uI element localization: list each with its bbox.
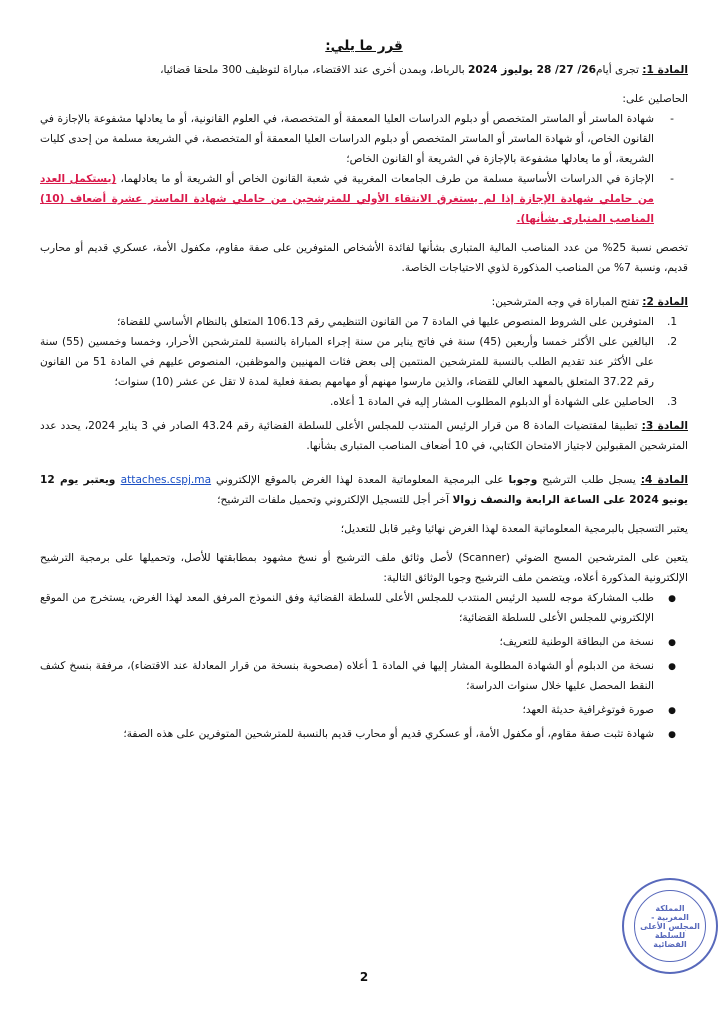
article-1-heading: [40, 60, 688, 80]
qualification-red-note: (يستكمل العدد من حاملي شهادة الإجازة إذا لم يستغرق الانتقاء الأولي للمترشحين من حاملي شهادة الماستر عشرة أضعاف (10) المناصب المتبارى بشأنها).: [40, 173, 654, 225]
qualification-text: الإجازة في الدراسات الأساسية مسلمة من طرف الجامعات المغربية في شعبة القانون الخاص أو الشريعة أو ما يعادلهما،: [116, 173, 654, 185]
condition-item: 2. البالغين على الأكثر خمسا وأربعين (45) سنة في فاتح يناير من سنة إجراء المباراة بالنسبة للمترشحين الأحرار، وخمسا وخمسين (55) سنة على الأكثر عند تقديم الطلب بالنسبة للمترشحين المنتمين إلى بعض فئات المهنيين والموظفين، المنصوص عليهم في المادة 51 من القانون رقم 37.22 المتعلق بالمعهد العالي للقضاء، والذين مارسوا مهنهم أو مهامهم بصفة فعلية لمدة لا تقل عن عشر (10) سنوات؛: [40, 336, 678, 388]
article-1-intro: الحاصلين على:: [622, 93, 688, 105]
page-title: قرر ما يلي:: [325, 38, 403, 54]
documents-list: [40, 588, 688, 744]
article-1-text-a: تجرى أيام: [595, 64, 643, 76]
article-2-heading: [40, 292, 688, 312]
article-2-label: المادة 2:: [642, 296, 688, 308]
condition-item: 3. الحاصلين على الشهادة أو الدبلوم المطلوب المشار إليه في المادة 1 أعلاه.: [330, 396, 678, 408]
bullet-icon: [658, 656, 686, 677]
document-item: ● صورة فوتوغرافية حديثة العهد؛: [40, 700, 688, 720]
document-item: ● طلب المشاركة موجه للسيد الرئيس المنتدب للمجلس الأعلى للسلطة القضائية وفق النموذج المرفق المعد لهذا الغرض، يستخرج من الموقع الإلكتروني للمجلس الأعلى للسلطة القضائية؛: [40, 588, 688, 628]
article-1-dates: 26/ 27/ 28 يوليوز 2024: [468, 64, 596, 76]
registration-final-note: يعتبر التسجيل بالبرمجية المعلوماتية المعدة لهذا الغرض نهائيا وغير قابل للتعديل؛: [340, 523, 688, 535]
article-3-text: تطبيقا لمقتضيات المادة 8 من قرار الرئيس المنتدب للمجلس الأعلى للسلطة القضائية رقم 43.24 الصادر في 3 يناير 2024، يحدد عدد المترشحين المقبولين لاجتياز الامتحان الكتابي، في 10 أضعاف المناصب المتبارى بشأنها.: [40, 420, 688, 452]
document-item: ● شهادة تثبت صفة مقاوم، أو مكفول الأمة، أو عسكري قديم أو محارب قديم بالنسبة للمترشحين المتوفرين على هذه الصفة؛: [40, 724, 688, 744]
qualification-item: - شهادة الماستر أو الماستر المتخصص أو دبلوم الدراسات العليا المعمقة أو المتخصصة، في العلوم القانونية، أو ما يعادلها مشفوعة بالإجازة في القانون الخاص، أو شهادة الماستر أو الماستر المتخصص أو دبلوم الدراسات العليا المعمقة أو المتخصصة، في الشريعة مسلمة من إحدى كليات الشريعة، أو ما يعادلها مشفوعة بالإجازة في الشريعة أو القانون الخاص؛: [40, 113, 674, 165]
article-4-paragraph: المادة 4: يسجل طلب الترشيح وجوبا على البرمجية المعلوماتية المعدة لهذا الغرض بالموقع الإلكتروني attaches.cspj.ma ويعتبر يوم 12 يونيو 2024 على الساعة الرابعة والنصف زوالا آخر أجل للتسجيل الإلكتروني وتحميل ملفات الترشيح؛: [40, 474, 688, 506]
qualification-list: [40, 109, 688, 229]
qualification-item: - الإجازة في الدراسات الأساسية مسلمة من طرف الجامعات المغربية في شعبة القانون الخاص أو الشريعة أو ما يعادلهما، (يستكمل العدد من حاملي شهادة الإجازة إذا لم يستغرق الانتقاء الأولي للمترشحين من حاملي شهادة الماستر عشرة أضعاف (10) المناصب المتبارى بشأنها).: [40, 173, 674, 225]
official-seal-text: المملكة المغربية - المجلس الأعلى للسلطة القضائية: [634, 890, 706, 962]
page-number: 2: [359, 970, 369, 984]
official-seal-icon: [622, 878, 718, 974]
bullet-icon: [658, 632, 686, 653]
allocation-paragraph: تخصص نسبة 25% من عدد المناصب المالية المتبارى بشأنها لفائدة الأشخاص المتوفرين على صفة مقاوم، مكفول الأمة، عسكري قديم أو محارب قديم، ونسبة 7% من المناصب المذكورة لذوي الاحتياجات الخاصة.: [40, 242, 689, 274]
condition-item: 1. المتوفرين على الشروط المنصوص عليها في المادة 7 من القانون التنظيمي رقم 106.13 المتعلق بالنظام الأساسي للقضاة؛: [117, 316, 678, 328]
bullet-icon: [658, 588, 686, 609]
application-link[interactable]: attaches.cspj.ma: [120, 474, 212, 486]
bullet-icon: [658, 724, 686, 745]
article-4-deadline: ويعتبر يوم 12 يونيو 2024 على الساعة الرابعة والنصف زوالا: [40, 474, 688, 506]
document-item: ● نسخة من البطاقة الوطنية للتعريف؛: [40, 632, 688, 652]
article-3-label: المادة 3:: [641, 420, 688, 432]
article-1-text-b: بالرباط، وبمدن أخرى عند الاقتضاء، مباراة لتوظيف 300 ملحقا قضائيا،: [160, 64, 469, 76]
conditions-list: [40, 312, 688, 412]
article-4-mandatory: وجوبا: [508, 474, 538, 486]
bullet-icon: [658, 700, 686, 721]
article-1-label: المادة 1:: [642, 64, 688, 76]
scanner-paragraph: يتعين على المترشحين المسح الضوئي (Scanner) لأصل وثائق ملف الترشيح أو نسخ مشهود بمطابقتها للأصل، وتحميلها على برمجية الترشيح الإلكترونية المذكورة أعلاه، ويتضمن ملف الترشيح وجوبا الوثائق التالية:: [40, 552, 688, 584]
document-page: [40, 36, 688, 984]
article-4-label: المادة 4:: [640, 474, 688, 486]
article-3-paragraph: [40, 416, 688, 456]
qualification-text: شهادة الماستر أو الماستر المتخصص أو دبلوم الدراسات العليا المعمقة أو المتخصصة، في العلوم القانونية، أو ما يعادلها مشفوعة بالإجازة في القانون الخاص، أو شهادة الماستر أو الماستر المتخصص أو دبلوم الدراسات العليا المعمقة أو المتخصصة، في الشريعة مسلمة من إحدى كليات الشريعة، أو ما يعادلها مشفوعة بالإجازة في الشريعة أو القانون الخاص؛: [40, 113, 654, 165]
article-2-text: تفتح المباراة في وجه المترشحين:: [491, 296, 643, 308]
document-item: ● نسخة من الدبلوم أو الشهادة المطلوبة المشار إليها في المادة 1 أعلاه (مصحوبة بنسخة من قرار المعادلة عند الاقتضاء)، مرفقة بنسخ كشف النقط المحصل عليها خلال سنوات الدراسة؛: [40, 656, 688, 696]
